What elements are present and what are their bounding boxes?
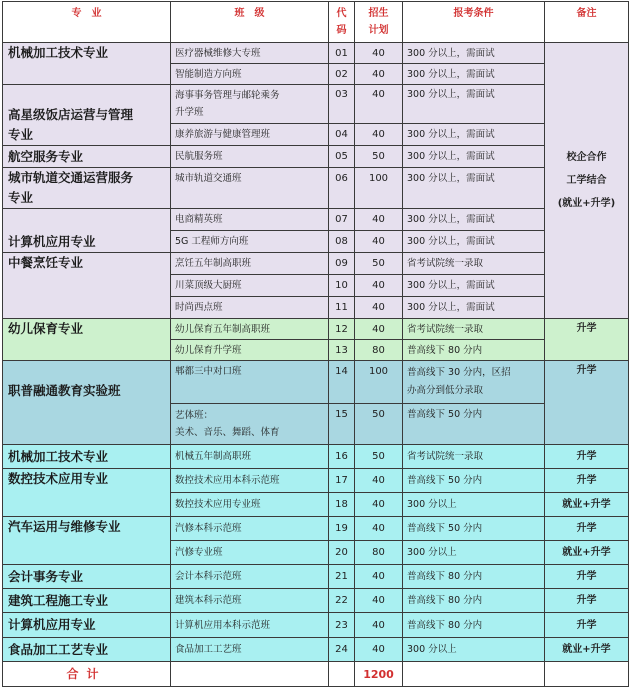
major-cell: 计算机应用专业 <box>3 209 171 253</box>
code-cell: 18 <box>329 493 355 517</box>
class-cell: 汽修本科示范班 <box>171 517 329 541</box>
class-line: 升学班 <box>175 107 204 118</box>
plan-cell: 40 <box>355 613 403 638</box>
code-cell: 05 <box>329 146 355 168</box>
note-coop-line3: (就业+升学) <box>557 198 616 209</box>
header-row <box>3 2 629 43</box>
plan-cell: 40 <box>355 231 403 253</box>
major-cell: 中餐烹饪专业 <box>3 253 171 319</box>
class-cell: 会计本科示范班 <box>171 565 329 589</box>
requirement-cell: 普高线下 50 分内 <box>403 404 545 445</box>
class-cell <box>171 85 329 124</box>
total-plan: 1200 <box>355 662 403 687</box>
class-line: 海事事务管理与邮轮乘务 <box>175 90 280 101</box>
major-cell <box>3 168 171 209</box>
code-cell: 01 <box>329 43 355 64</box>
plan-cell: 50 <box>355 445 403 469</box>
major-line: 专业 <box>8 190 34 205</box>
code-cell: 13 <box>329 340 355 361</box>
header-class: 班 级 <box>171 2 329 43</box>
major-cell: 建筑工程施工专业 <box>3 589 171 613</box>
major-cell: 计算机应用专业 <box>3 613 171 638</box>
class-cell: 幼儿保育五年制高职班 <box>171 319 329 340</box>
header-code <box>329 2 355 43</box>
requirement-cell: 普高线下 80 分内 <box>403 565 545 589</box>
major-cell: 幼儿保育专业 <box>3 319 171 361</box>
major-line: 高星级饭店运营与管理 <box>8 107 134 122</box>
requirement-cell: 300 分以上 <box>403 541 545 565</box>
requirement-line: 办高分到低分录取 <box>407 385 484 396</box>
note-cell: 升学 <box>545 613 629 638</box>
table-row <box>3 565 629 589</box>
plan-cell: 80 <box>355 541 403 565</box>
class-cell: 康养旅游与健康管理班 <box>171 124 329 146</box>
requirement-cell: 300 分以上，需面试 <box>403 124 545 146</box>
note-cell: 就业+升学 <box>545 638 629 662</box>
note-cell: 就业+升学 <box>545 541 629 565</box>
class-cell: 电商精英班 <box>171 209 329 231</box>
code-cell: 19 <box>329 517 355 541</box>
plan-cell: 40 <box>355 209 403 231</box>
major-cell <box>3 85 171 146</box>
table-row <box>3 613 629 638</box>
class-cell: 计算机应用本科示范班 <box>171 613 329 638</box>
note-cell: 升学 <box>545 445 629 469</box>
requirement-cell: 300 分以上，需面试 <box>403 168 545 209</box>
requirement-cell: 普高线下 80 分内 <box>403 613 545 638</box>
plan-cell: 40 <box>355 85 403 124</box>
table-row <box>3 43 629 64</box>
code-cell: 22 <box>329 589 355 613</box>
class-cell: 机械五年制高职班 <box>171 445 329 469</box>
plan-cell: 50 <box>355 253 403 275</box>
plan-cell: 100 <box>355 361 403 404</box>
plan-cell: 40 <box>355 43 403 64</box>
class-cell: 建筑本科示范班 <box>171 589 329 613</box>
requirement-cell: 普高线下 50 分内 <box>403 517 545 541</box>
requirement-cell: 300 分以上 <box>403 638 545 662</box>
requirement-cell <box>403 361 545 404</box>
plan-cell: 40 <box>355 517 403 541</box>
plan-cell: 40 <box>355 64 403 85</box>
requirement-cell: 300 分以上，需面试 <box>403 275 545 297</box>
header-note: 备注 <box>545 2 629 43</box>
code-cell: 21 <box>329 565 355 589</box>
requirement-cell: 普高线下 80 分内 <box>403 589 545 613</box>
header-plan-line2: 计划 <box>368 25 389 36</box>
table-row <box>3 253 629 275</box>
plan-cell: 40 <box>355 493 403 517</box>
header-code-line2: 码 <box>336 25 347 36</box>
class-cell: 川菜顶级大厨班 <box>171 275 329 297</box>
major-cell: 职普融通教育实验班 <box>3 361 171 445</box>
code-cell: 07 <box>329 209 355 231</box>
plan-cell: 40 <box>355 297 403 319</box>
plan-cell: 40 <box>355 124 403 146</box>
requirement-cell: 省考试院统一录取 <box>403 319 545 340</box>
table-row <box>3 361 629 404</box>
major-cell: 航空服务专业 <box>3 146 171 168</box>
class-cell: 数控技术应用本科示范班 <box>171 469 329 493</box>
plan-cell: 40 <box>355 589 403 613</box>
major-cell: 机械加工技术专业 <box>3 43 171 85</box>
class-cell: 民航服务班 <box>171 146 329 168</box>
header-requirements: 报考条件 <box>403 2 545 43</box>
code-cell: 08 <box>329 231 355 253</box>
table-row <box>3 146 629 168</box>
total-label: 合计 <box>3 662 171 687</box>
note-cell: 升学 <box>545 589 629 613</box>
requirement-line: 普高线下 30 分内，区招 <box>407 367 511 378</box>
major-line: 城市轨道交通运营服务 <box>8 170 134 185</box>
class-cell: 城市轨道交通班 <box>171 168 329 209</box>
plan-cell: 40 <box>355 469 403 493</box>
code-cell: 14 <box>329 361 355 404</box>
enrollment-plan-table <box>2 1 629 687</box>
major-cell: 机械加工技术专业 <box>3 445 171 469</box>
header-plan <box>355 2 403 43</box>
plan-cell: 50 <box>355 404 403 445</box>
enrollment-plan-table-container <box>2 1 628 681</box>
table-row <box>3 469 629 493</box>
header-plan-line1: 招生 <box>368 8 389 19</box>
code-cell: 24 <box>329 638 355 662</box>
major-cell: 会计事务专业 <box>3 565 171 589</box>
class-cell: 烹饪五年制高职班 <box>171 253 329 275</box>
requirement-cell: 300 分以上 <box>403 493 545 517</box>
code-cell: 10 <box>329 275 355 297</box>
requirement-cell: 300 分以上，需面试 <box>403 85 545 124</box>
plan-cell: 100 <box>355 168 403 209</box>
class-cell: 食品加工工艺班 <box>171 638 329 662</box>
requirement-cell: 普高线下 80 分内 <box>403 340 545 361</box>
plan-cell: 50 <box>355 146 403 168</box>
major-cell: 食品加工工艺专业 <box>3 638 171 662</box>
major-line: 专业 <box>8 127 34 142</box>
code-cell: 17 <box>329 469 355 493</box>
note-cell-cooperation <box>545 43 629 319</box>
major-cell: 汽车运用与维修专业 <box>3 517 171 565</box>
note-cell: 升学 <box>545 565 629 589</box>
code-cell: 20 <box>329 541 355 565</box>
code-cell: 15 <box>329 404 355 445</box>
header-code-line1: 代 <box>336 8 347 19</box>
table-row <box>3 209 629 231</box>
major-cell: 数控技术应用专业 <box>3 469 171 517</box>
table-row <box>3 319 629 340</box>
requirement-cell: 300 分以上，需面试 <box>403 209 545 231</box>
note-cell: 升学 <box>545 319 629 361</box>
table-row <box>3 445 629 469</box>
class-cell: 智能制造方向班 <box>171 64 329 85</box>
code-cell: 03 <box>329 85 355 124</box>
table-row <box>3 85 629 124</box>
note-cell: 就业+升学 <box>545 493 629 517</box>
plan-cell: 40 <box>355 319 403 340</box>
plan-cell: 40 <box>355 565 403 589</box>
class-cell: 郫都三中对口班 <box>171 361 329 404</box>
requirement-cell: 300 分以上，需面试 <box>403 146 545 168</box>
table-row <box>3 638 629 662</box>
requirement-cell: 300 分以上，需面试 <box>403 231 545 253</box>
class-line: 艺体班： <box>175 410 214 421</box>
requirement-cell: 300 分以上，需面试 <box>403 297 545 319</box>
table-row <box>3 589 629 613</box>
class-cell <box>171 404 329 445</box>
requirement-cell: 省考试院统一录取 <box>403 253 545 275</box>
requirement-cell: 300 分以上，需面试 <box>403 64 545 85</box>
table-row <box>3 168 629 209</box>
note-cell: 升学 <box>545 361 629 445</box>
note-coop-line1: 校企合作 <box>566 152 607 163</box>
class-cell: 幼儿保育升学班 <box>171 340 329 361</box>
class-cell: 数控技术应用专业班 <box>171 493 329 517</box>
code-cell: 09 <box>329 253 355 275</box>
code-cell: 16 <box>329 445 355 469</box>
class-cell: 5G 工程师方向班 <box>171 231 329 253</box>
code-cell: 12 <box>329 319 355 340</box>
note-cell: 升学 <box>545 517 629 541</box>
plan-cell: 80 <box>355 340 403 361</box>
class-line: 美术、音乐、舞蹈、体育 <box>175 427 280 438</box>
code-cell: 02 <box>329 64 355 85</box>
note-coop-line2: 工学结合 <box>566 175 607 186</box>
code-cell: 23 <box>329 613 355 638</box>
note-cell: 升学 <box>545 469 629 493</box>
plan-cell: 40 <box>355 275 403 297</box>
class-cell: 汽修专业班 <box>171 541 329 565</box>
plan-cell: 40 <box>355 638 403 662</box>
table-row <box>3 517 629 541</box>
header-major: 专 业 <box>3 2 171 43</box>
requirement-cell: 300 分以上，需面试 <box>403 43 545 64</box>
requirement-cell: 省考试院统一录取 <box>403 445 545 469</box>
code-cell: 06 <box>329 168 355 209</box>
code-cell: 11 <box>329 297 355 319</box>
class-cell: 医疗器械维修大专班 <box>171 43 329 64</box>
class-cell: 时尚西点班 <box>171 297 329 319</box>
requirement-cell: 普高线下 50 分内 <box>403 469 545 493</box>
code-cell: 04 <box>329 124 355 146</box>
